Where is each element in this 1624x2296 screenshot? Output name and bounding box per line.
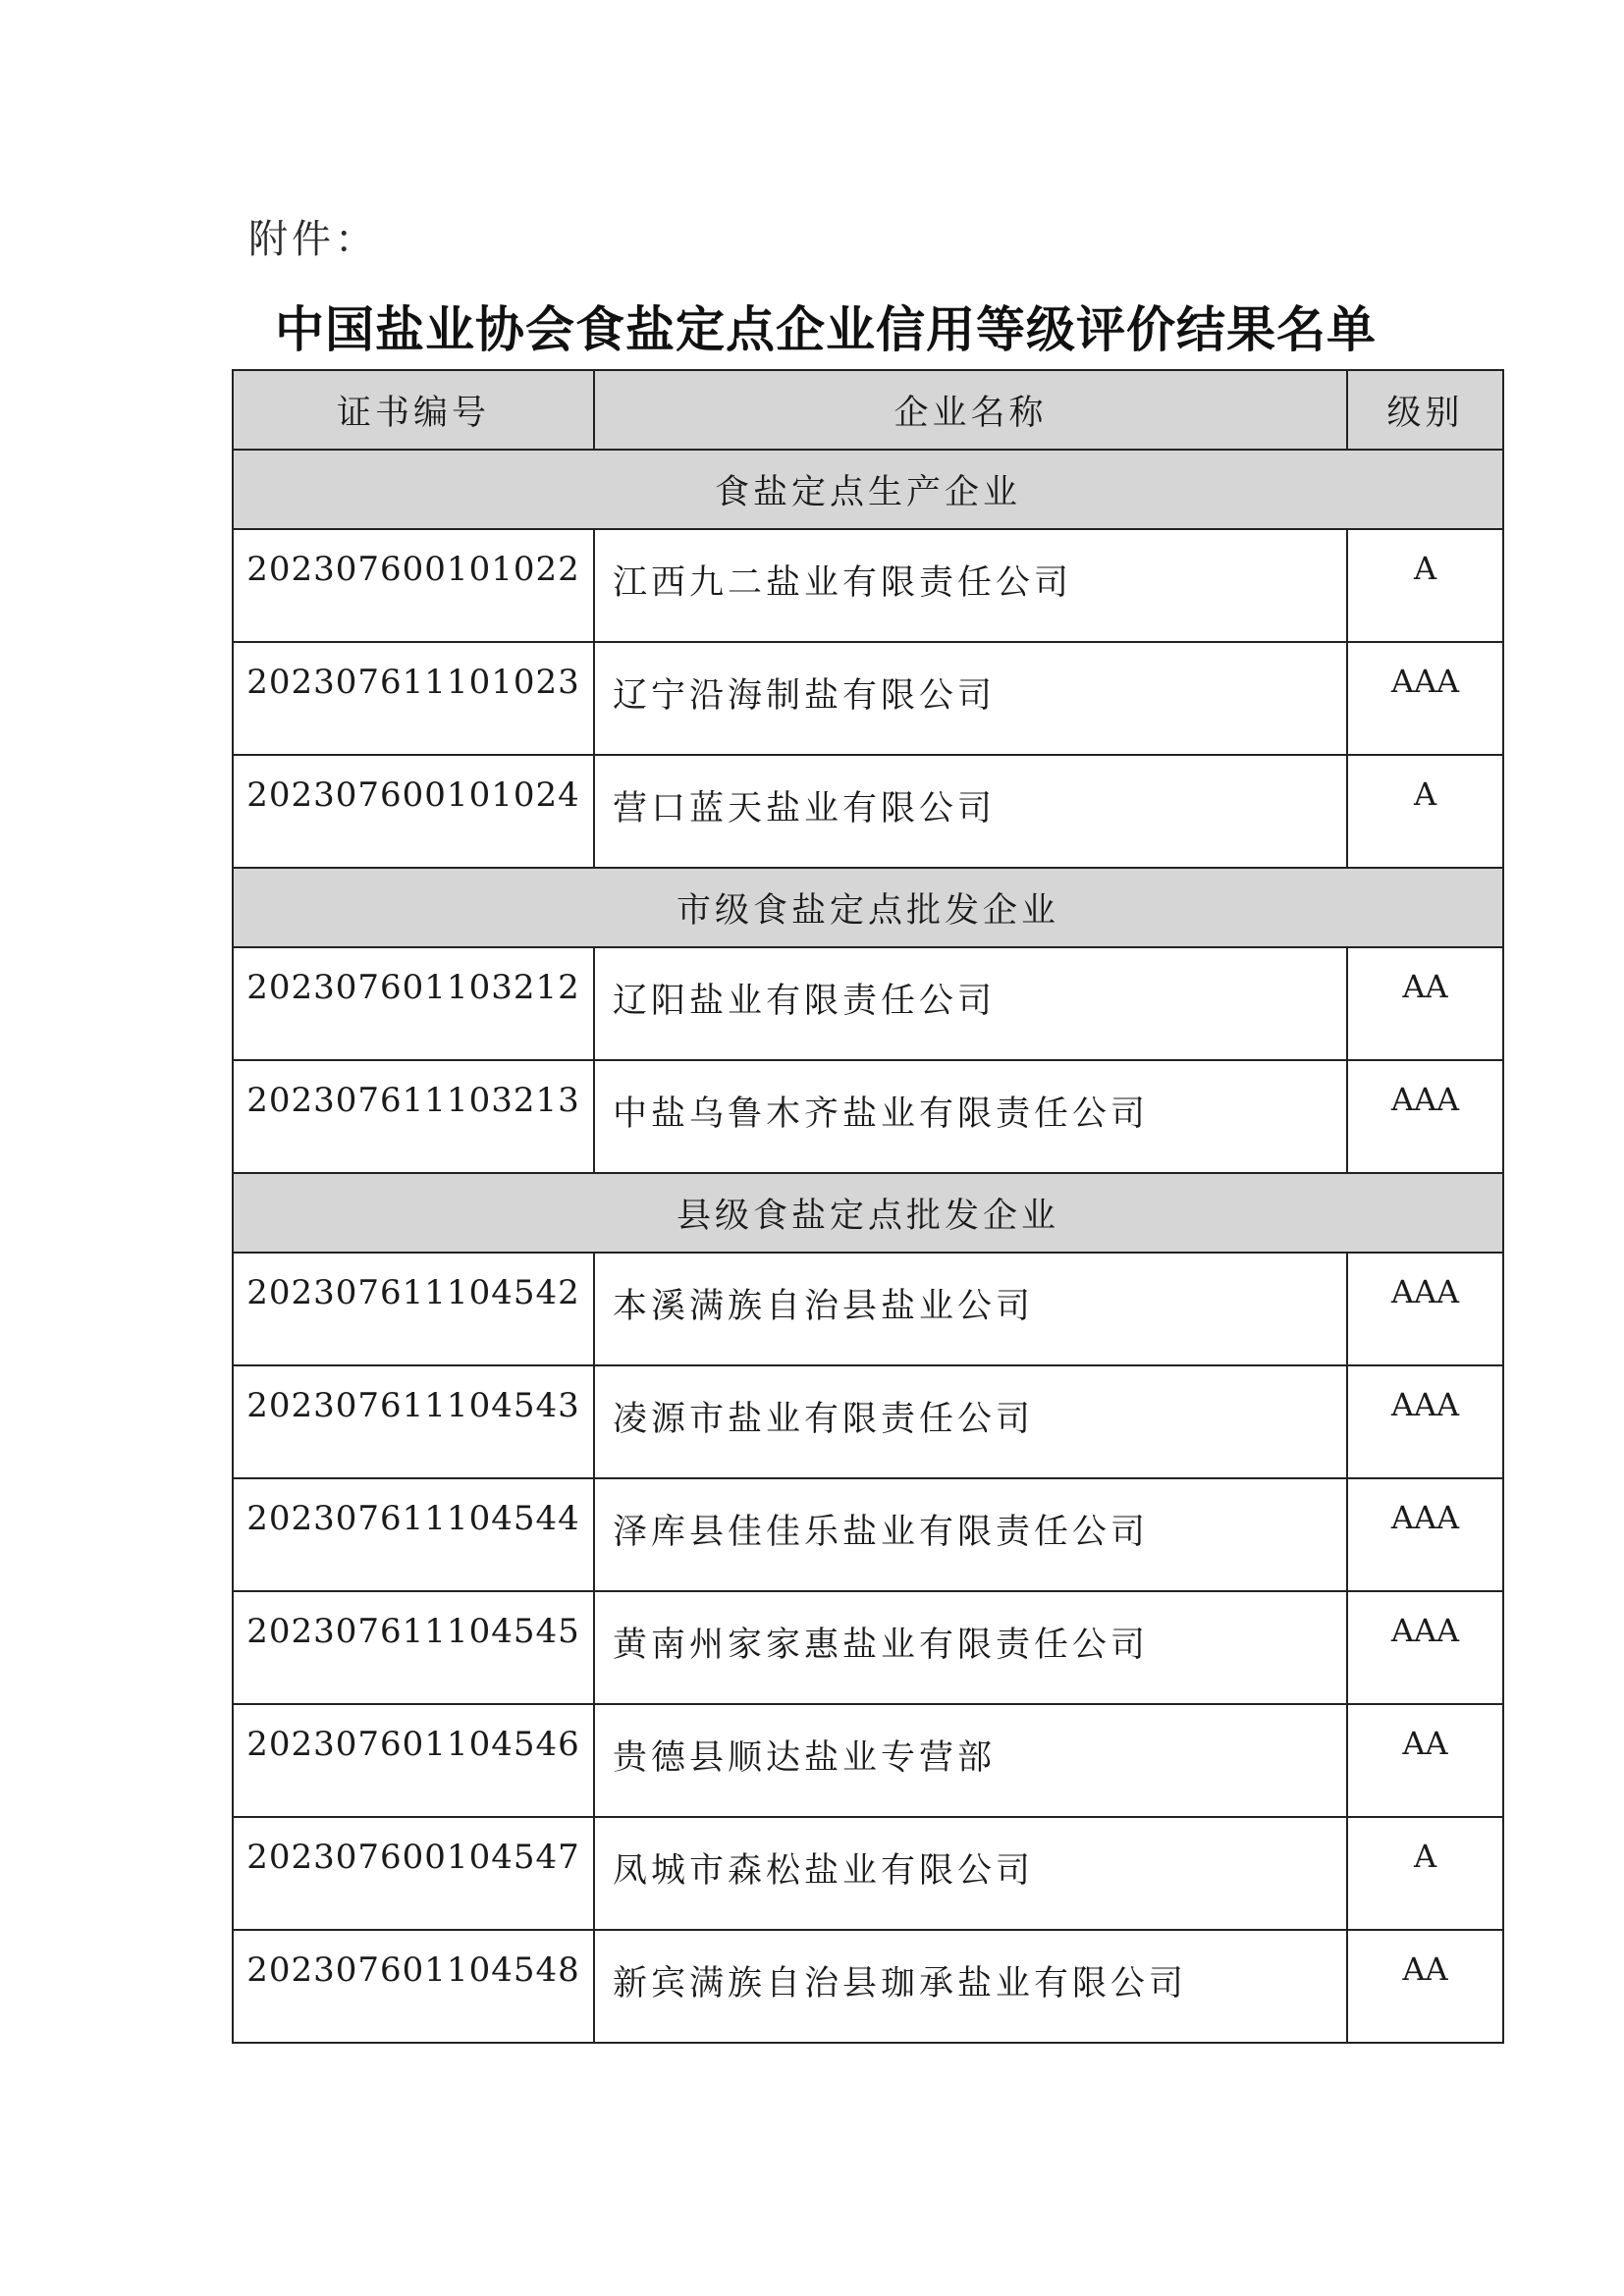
cert-number: 202307600104547 xyxy=(233,1817,594,1930)
table-row xyxy=(233,1930,1503,2043)
cert-number: 202307611101023 xyxy=(233,642,594,755)
company-name: 贵德县顺达盐业专营部 xyxy=(594,1704,1347,1817)
grade: AAA xyxy=(1347,1591,1503,1704)
document-title: 中国盐业协会食盐定点企业信用等级评价结果名单 xyxy=(275,301,1377,358)
table-row xyxy=(233,1478,1503,1591)
table-header-row xyxy=(233,370,1503,450)
grade: A xyxy=(1347,1817,1503,1930)
company-name: 辽阳盐业有限责任公司 xyxy=(594,947,1347,1060)
company-name: 凌源市盐业有限责任公司 xyxy=(594,1365,1347,1478)
company-name: 泽库县佳佳乐盐业有限责任公司 xyxy=(594,1478,1347,1591)
table-row xyxy=(233,1704,1503,1817)
grade: A xyxy=(1347,755,1503,868)
section-header-row xyxy=(233,1173,1503,1253)
cert-number: 202307601104546 xyxy=(233,1704,594,1817)
table-row xyxy=(233,642,1503,755)
rating-results-table xyxy=(232,369,1504,2044)
cert-number: 202307600101024 xyxy=(233,755,594,868)
table-row xyxy=(233,1365,1503,1478)
company-name: 中盐乌鲁木齐盐业有限责任公司 xyxy=(594,1060,1347,1173)
header-cert-number: 证书编号 xyxy=(233,370,594,450)
section-title: 食盐定点生产企业 xyxy=(233,450,1503,529)
cert-number: 202307611104545 xyxy=(233,1591,594,1704)
grade: AAA xyxy=(1347,642,1503,755)
table-row xyxy=(233,529,1503,642)
cert-number: 202307601103212 xyxy=(233,947,594,1060)
header-grade: 级别 xyxy=(1347,370,1503,450)
company-name: 辽宁沿海制盐有限公司 xyxy=(594,642,1347,755)
section-header-row xyxy=(233,868,1503,947)
grade: AAA xyxy=(1347,1253,1503,1365)
section-title: 市级食盐定点批发企业 xyxy=(233,868,1503,947)
cert-number: 202307611104544 xyxy=(233,1478,594,1591)
company-name: 本溪满族自治县盐业公司 xyxy=(594,1253,1347,1365)
company-name: 营口蓝天盐业有限公司 xyxy=(594,755,1347,868)
grade: A xyxy=(1347,529,1503,642)
table-row xyxy=(233,755,1503,868)
cert-number: 202307600101022 xyxy=(233,529,594,642)
header-company-name: 企业名称 xyxy=(594,370,1347,450)
section-header-row xyxy=(233,450,1503,529)
company-name: 凤城市森松盐业有限公司 xyxy=(594,1817,1347,1930)
grade: AA xyxy=(1347,1930,1503,2043)
section-title: 县级食盐定点批发企业 xyxy=(233,1173,1503,1253)
company-name: 新宾满族自治县珈承盐业有限公司 xyxy=(594,1930,1347,2043)
cert-number: 202307601104548 xyxy=(233,1930,594,2043)
cert-number: 202307611104543 xyxy=(233,1365,594,1478)
company-name: 黄南州家家惠盐业有限责任公司 xyxy=(594,1591,1347,1704)
table-row xyxy=(233,1060,1503,1173)
grade: AA xyxy=(1347,1704,1503,1817)
cert-number: 202307611104542 xyxy=(233,1253,594,1365)
grade: AAA xyxy=(1347,1060,1503,1173)
cert-number: 202307611103213 xyxy=(233,1060,594,1173)
grade: AA xyxy=(1347,947,1503,1060)
table-row xyxy=(233,1817,1503,1930)
table-row xyxy=(233,1253,1503,1365)
company-name: 江西九二盐业有限责任公司 xyxy=(594,529,1347,642)
grade: AAA xyxy=(1347,1478,1503,1591)
attachment-label: 附件： xyxy=(248,217,378,262)
table-row xyxy=(233,947,1503,1060)
table-row xyxy=(233,1591,1503,1704)
grade: AAA xyxy=(1347,1365,1503,1478)
